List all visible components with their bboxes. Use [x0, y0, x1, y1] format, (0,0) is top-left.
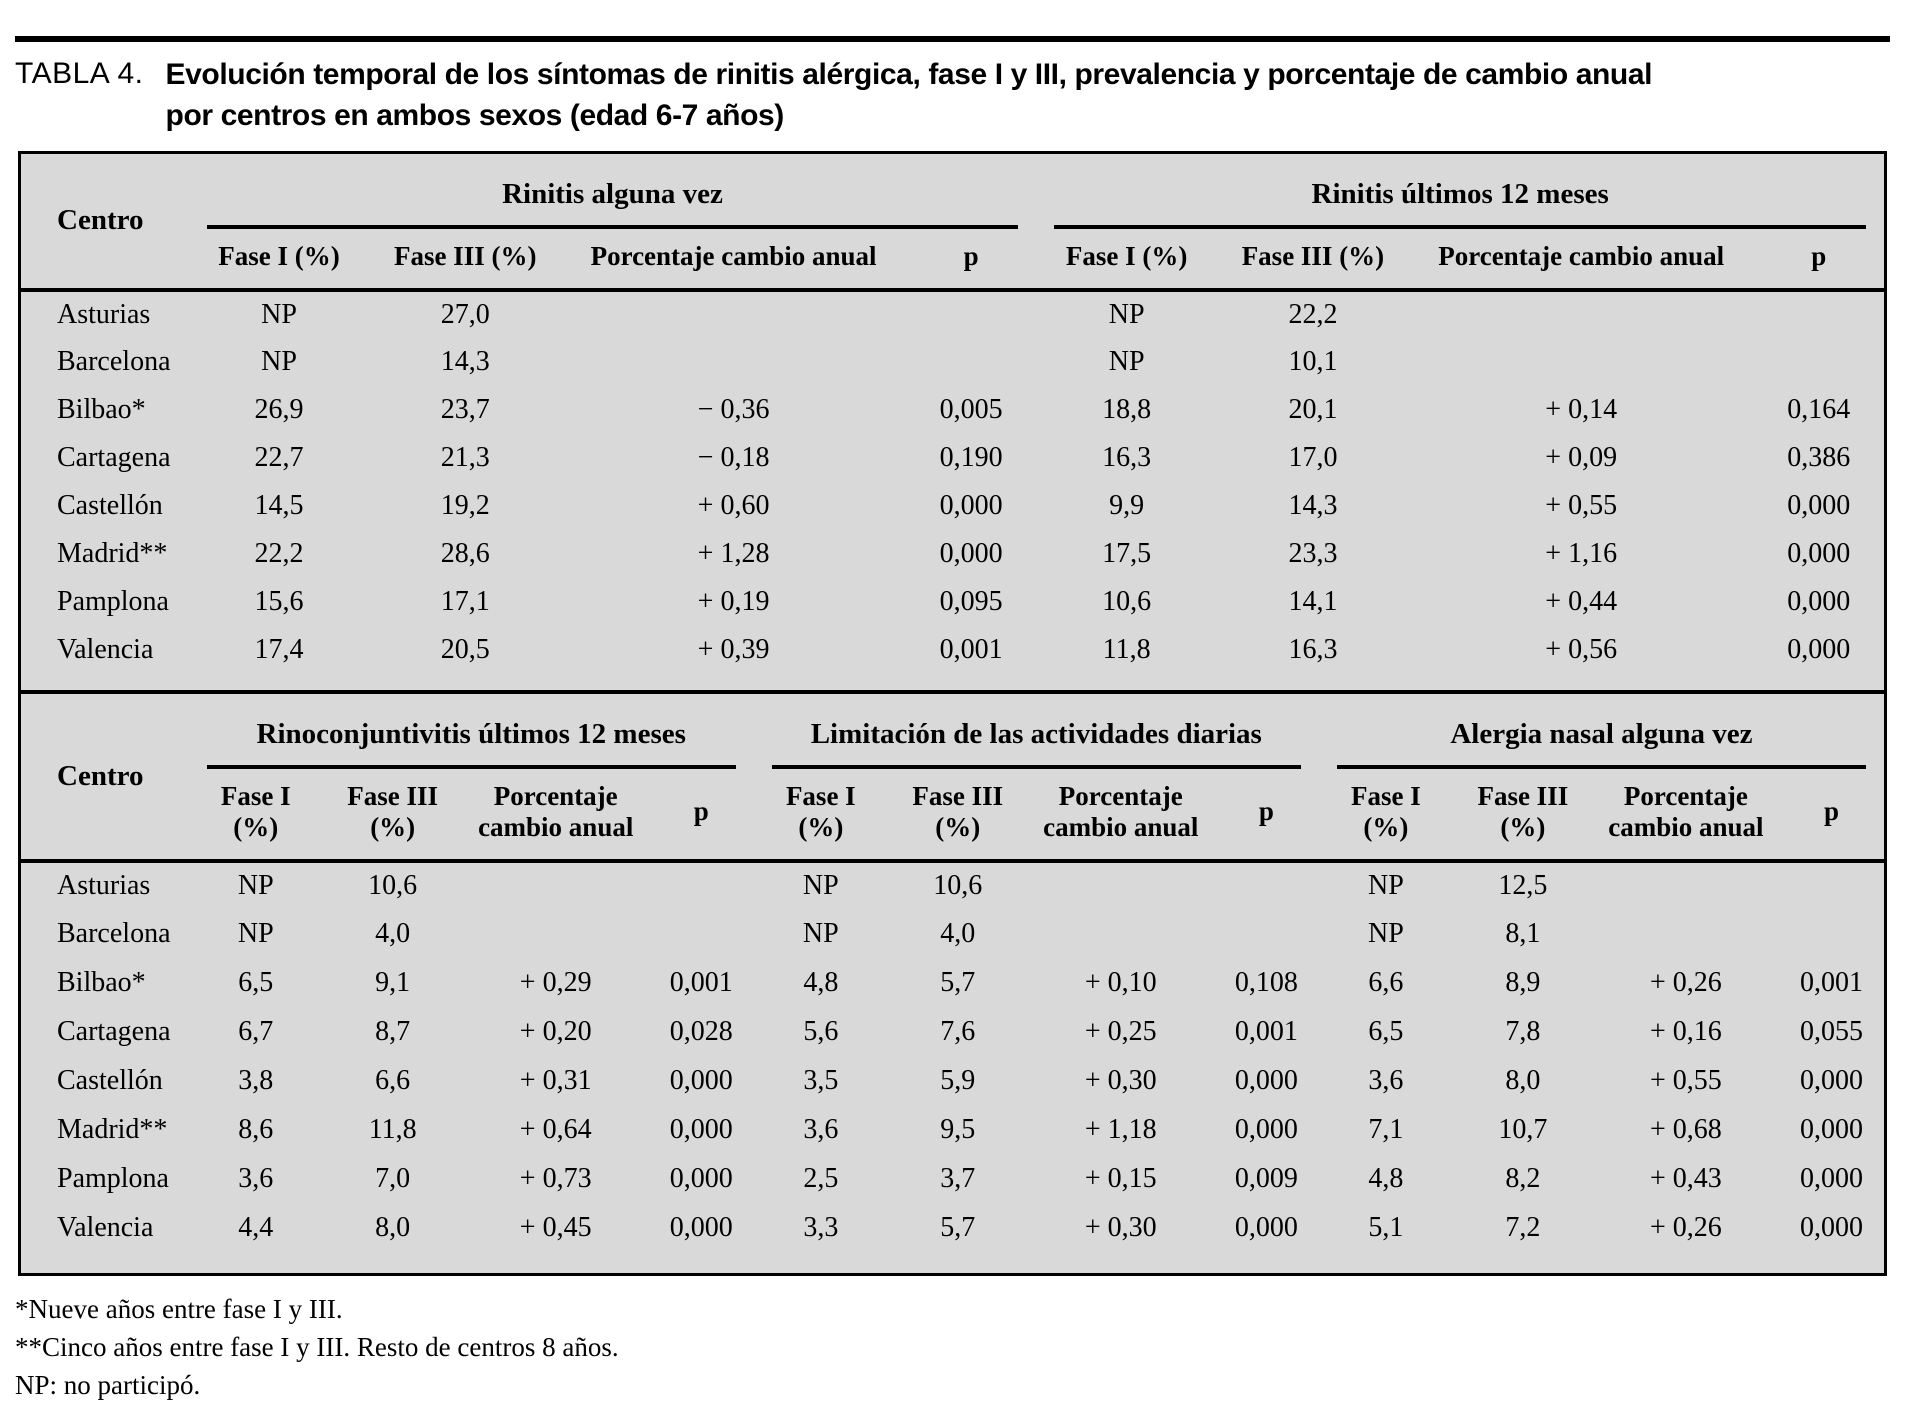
- table-row: [21, 338, 1884, 386]
- value-cell: 5,7: [940, 967, 976, 999]
- footnote-line: **Cinco años entre fase I y III. Resto de centros 8 años.: [15, 1332, 619, 1363]
- value-cell: + 0,09: [1545, 441, 1618, 473]
- value-cell: 16,3: [1102, 441, 1152, 473]
- footnotes: [15, 1290, 1890, 1405]
- value-cell: 6,6: [375, 1065, 411, 1097]
- column-group-rinitis-12-meses: [1036, 154, 1884, 229]
- value-cell: [649, 861, 754, 910]
- value-cell: 0,000: [669, 1065, 733, 1097]
- value-cell: 6,6: [1368, 967, 1404, 999]
- table-title-line1: Evolución temporal de los síntomas de rinitis alérgica, fase I y III, prevalencia y porcentaje de cambio anual: [165, 58, 1653, 91]
- footnote-line: *Nueve años entre fase I y III.: [15, 1293, 343, 1324]
- value-cell: NP: [1368, 870, 1404, 902]
- value-cell: 8,0: [375, 1212, 411, 1244]
- subcolumn-header-p: p: [1258, 796, 1274, 827]
- value-cell: 6,7: [238, 1016, 274, 1048]
- value-cell: 0,000: [669, 1163, 733, 1195]
- value-cell: 27,0: [440, 298, 490, 330]
- value-cell: 28,6: [440, 537, 490, 569]
- centro-cell: Valencia: [57, 1212, 154, 1244]
- value-cell: + 0,26: [1649, 967, 1722, 999]
- value-cell: [649, 910, 754, 959]
- table-row: [21, 482, 1884, 530]
- value-cell: 3,6: [1368, 1065, 1404, 1097]
- subcolumn-header: Porcentaje cambio anual: [478, 780, 634, 842]
- value-cell: 6,5: [238, 967, 274, 999]
- value-cell: − 0,36: [697, 393, 770, 425]
- table-row: [21, 386, 1884, 434]
- subcolumn-header: Fase III (%): [912, 780, 1004, 842]
- value-cell: 2,5: [803, 1163, 839, 1195]
- value-cell: 12,5: [1498, 870, 1548, 902]
- value-cell: 20,5: [440, 633, 490, 665]
- table-row: [21, 290, 1884, 338]
- subcolumn-header: Fase I (%): [1351, 780, 1421, 842]
- column-group-alergia-nasal: [1319, 694, 1884, 769]
- table-row: [21, 910, 1884, 959]
- table-row: [21, 1057, 1884, 1106]
- subcolumn-header: Porcentaje cambio anual: [1608, 780, 1764, 842]
- value-cell: + 0,55: [1649, 1065, 1722, 1097]
- value-cell: + 0,43: [1649, 1163, 1722, 1195]
- centro-cell: Bilbao*: [57, 393, 146, 425]
- column-group-rinoconjuntivitis: [189, 694, 754, 769]
- value-cell: + 0,73: [519, 1163, 592, 1195]
- table-row: [21, 1204, 1884, 1253]
- value-cell: NP: [1108, 298, 1145, 330]
- results-table-block: [18, 151, 1887, 1276]
- value-cell: 0,000: [1787, 537, 1851, 569]
- value-cell: NP: [802, 918, 839, 950]
- value-cell: + 0,19: [697, 585, 770, 617]
- centro-cell: Pamplona: [57, 585, 169, 617]
- value-cell: 20,1: [1288, 393, 1338, 425]
- subcolumn-header: Fase I (%): [785, 780, 856, 842]
- value-cell: 22,2: [1288, 298, 1338, 330]
- value-cell: 3,8: [238, 1065, 274, 1097]
- rinitis-table: [21, 154, 1884, 674]
- value-cell: 8,9: [1505, 967, 1541, 999]
- subcolumn-header-p: p: [1811, 240, 1827, 271]
- value-cell: + 0,64: [519, 1114, 592, 1146]
- table-row: [21, 861, 1884, 910]
- table-row: [21, 1008, 1884, 1057]
- value-cell: 3,5: [803, 1065, 839, 1097]
- value-cell: 0,000: [1234, 1212, 1298, 1244]
- footnote-line: NP: no participó.: [15, 1370, 201, 1401]
- value-cell: [906, 338, 1036, 386]
- value-cell: 10,1: [1288, 345, 1338, 377]
- subcolumn-header: Fase I (%): [218, 240, 340, 271]
- value-cell: 5,7: [940, 1212, 976, 1244]
- centro-column-header: Centro: [57, 204, 144, 237]
- value-cell: NP: [237, 918, 274, 950]
- value-cell: [906, 290, 1036, 338]
- column-group-rinitis-alguna-vez: [189, 154, 1037, 229]
- value-cell: 7,6: [940, 1016, 976, 1048]
- value-cell: [1593, 910, 1779, 959]
- value-cell: 4,0: [375, 918, 411, 950]
- value-cell: NP: [237, 870, 274, 902]
- value-cell: [1593, 861, 1779, 910]
- value-cell: + 0,14: [1545, 393, 1618, 425]
- value-cell: 8,6: [238, 1114, 274, 1146]
- value-cell: [1754, 290, 1884, 338]
- table-row: [21, 1155, 1884, 1204]
- value-cell: 17,4: [254, 633, 304, 665]
- table-title: [166, 54, 1653, 137]
- value-cell: + 0,10: [1084, 967, 1157, 999]
- value-cell: 23,7: [440, 393, 490, 425]
- value-cell: 7,1: [1368, 1114, 1404, 1146]
- centro-cell: Barcelona: [57, 345, 171, 377]
- value-cell: [463, 910, 649, 959]
- value-cell: 5,6: [803, 1016, 839, 1048]
- subcolumn-header: Porcentaje cambio anual: [1438, 240, 1725, 271]
- value-cell: 0,164: [1787, 393, 1851, 425]
- table-row: [21, 578, 1884, 626]
- rinitis-section: [21, 154, 1884, 690]
- value-cell: 16,3: [1288, 633, 1338, 665]
- value-cell: + 0,56: [1545, 633, 1618, 665]
- value-cell: 3,7: [940, 1163, 976, 1195]
- value-cell: + 0,44: [1545, 585, 1618, 617]
- value-cell: 0,000: [1234, 1114, 1298, 1146]
- table-label: TABLA 4.: [15, 57, 144, 90]
- value-cell: 19,2: [440, 489, 490, 521]
- centro-cell: Pamplona: [57, 1163, 169, 1195]
- table-row: [21, 626, 1884, 674]
- value-cell: 0,000: [1787, 585, 1851, 617]
- column-group-label: Alergia nasal alguna vez: [1337, 718, 1866, 769]
- value-cell: 0,000: [1787, 633, 1851, 665]
- value-cell: [1214, 910, 1319, 959]
- subcolumn-header: Fase I (%): [220, 780, 291, 842]
- value-cell: [1409, 338, 1754, 386]
- value-cell: 10,6: [368, 870, 418, 902]
- value-cell: 0,000: [1800, 1114, 1863, 1146]
- table-title-line2: por centros en ambos sexos (edad 6-7 años): [165, 99, 784, 133]
- value-cell: 8,2: [1505, 1163, 1541, 1195]
- table-row: [21, 434, 1884, 482]
- value-cell: + 1,28: [697, 537, 770, 569]
- value-cell: − 0,18: [697, 441, 770, 473]
- subcolumn-header: Porcentaje cambio anual: [590, 240, 877, 271]
- value-cell: + 0,68: [1649, 1114, 1722, 1146]
- value-cell: 6,5: [1368, 1016, 1404, 1048]
- value-cell: 5,9: [940, 1065, 976, 1097]
- value-cell: 22,2: [254, 537, 304, 569]
- value-cell: 17,1: [440, 585, 490, 617]
- value-cell: 0,190: [939, 441, 1003, 473]
- value-cell: 0,055: [1800, 1016, 1863, 1048]
- subcolumn-header-p: p: [693, 796, 709, 827]
- value-cell: 9,9: [1109, 489, 1145, 521]
- value-cell: 3,3: [803, 1212, 839, 1244]
- column-group-label: Rinitis alguna vez: [207, 178, 1019, 229]
- value-cell: 14,1: [1288, 585, 1338, 617]
- centro-cell: Madrid**: [57, 537, 168, 569]
- value-cell: [1028, 861, 1214, 910]
- value-cell: 0,386: [1787, 441, 1851, 473]
- value-cell: 26,9: [254, 393, 304, 425]
- value-cell: 18,8: [1102, 393, 1152, 425]
- centro-cell: Barcelona: [57, 918, 171, 950]
- centro-cell: Castellón: [57, 489, 163, 521]
- centro-cell: Bilbao*: [57, 967, 146, 999]
- value-cell: [1409, 290, 1754, 338]
- symptoms-table: [21, 694, 1884, 1253]
- value-cell: + 1,18: [1084, 1114, 1157, 1146]
- value-cell: + 0,39: [697, 633, 770, 665]
- value-cell: + 0,26: [1649, 1212, 1722, 1244]
- value-cell: + 0,30: [1084, 1212, 1157, 1244]
- value-cell: [1779, 861, 1884, 910]
- subcolumn-header: Fase III (%): [1477, 780, 1569, 842]
- value-cell: + 0,16: [1649, 1016, 1722, 1048]
- value-cell: 0,001: [939, 633, 1003, 665]
- value-cell: [463, 861, 649, 910]
- value-cell: [1028, 910, 1214, 959]
- value-cell: + 0,31: [519, 1065, 592, 1097]
- table-row: [21, 530, 1884, 578]
- table-row: [21, 959, 1884, 1008]
- value-cell: 0,000: [669, 1212, 733, 1244]
- value-cell: 14,5: [254, 489, 304, 521]
- value-cell: 8,1: [1505, 918, 1541, 950]
- value-cell: 14,3: [1288, 489, 1338, 521]
- value-cell: + 1,16: [1545, 537, 1618, 569]
- value-cell: 23,3: [1288, 537, 1338, 569]
- value-cell: 0,108: [1234, 967, 1298, 999]
- value-cell: + 0,15: [1084, 1163, 1157, 1195]
- value-cell: 0,028: [669, 1016, 733, 1048]
- centro-cell: Asturias: [57, 870, 151, 902]
- value-cell: 0,001: [1234, 1016, 1298, 1048]
- centro-cell: Cartagena: [57, 1016, 171, 1048]
- value-cell: 7,0: [375, 1163, 411, 1195]
- value-cell: NP: [802, 870, 839, 902]
- value-cell: [1214, 861, 1319, 910]
- value-cell: 10,6: [933, 870, 983, 902]
- value-cell: 11,8: [368, 1114, 417, 1146]
- table-caption: [15, 54, 1890, 137]
- symptoms-section: [21, 690, 1884, 1273]
- value-cell: 10,7: [1498, 1114, 1548, 1146]
- value-cell: [1779, 910, 1884, 959]
- value-cell: 0,001: [1800, 967, 1863, 999]
- value-cell: 4,8: [1368, 1163, 1404, 1195]
- value-cell: 21,3: [440, 441, 490, 473]
- value-cell: NP: [1368, 918, 1404, 950]
- value-cell: 7,2: [1505, 1212, 1541, 1244]
- value-cell: 14,3: [440, 345, 490, 377]
- value-cell: 4,0: [940, 918, 976, 950]
- subcolumn-header: Fase III (%): [1241, 240, 1385, 271]
- value-cell: 17,5: [1102, 537, 1152, 569]
- top-rule: [15, 36, 1890, 42]
- value-cell: NP: [1108, 345, 1145, 377]
- subcolumn-header-p: p: [963, 240, 979, 271]
- value-cell: 8,0: [1505, 1065, 1541, 1097]
- subcolumn-header: Fase III (%): [347, 780, 439, 842]
- value-cell: 17,0: [1288, 441, 1338, 473]
- value-cell: + 0,45: [519, 1212, 592, 1244]
- value-cell: + 0,55: [1545, 489, 1618, 521]
- value-cell: 22,7: [254, 441, 304, 473]
- subcolumn-header: Porcentaje cambio anual: [1043, 780, 1199, 842]
- value-cell: 5,1: [1368, 1212, 1404, 1244]
- value-cell: 0,000: [1234, 1065, 1298, 1097]
- value-cell: 4,8: [803, 967, 839, 999]
- value-cell: 8,7: [375, 1016, 411, 1048]
- value-cell: 9,1: [375, 967, 411, 999]
- value-cell: 0,000: [1787, 489, 1851, 521]
- value-cell: 0,009: [1234, 1163, 1298, 1195]
- value-cell: + 0,20: [519, 1016, 592, 1048]
- value-cell: + 0,60: [697, 489, 770, 521]
- column-group-limitacion-actividades: [754, 694, 1319, 769]
- value-cell: 11,8: [1102, 633, 1151, 665]
- subcolumn-header-p: p: [1823, 796, 1840, 827]
- centro-cell: Castellón: [57, 1065, 163, 1097]
- value-cell: 0,000: [1800, 1212, 1863, 1244]
- value-cell: + 0,30: [1084, 1065, 1157, 1097]
- value-cell: 3,6: [803, 1114, 839, 1146]
- centro-cell: Asturias: [57, 298, 151, 330]
- centro-cell: Madrid**: [57, 1114, 168, 1146]
- column-group-label: Limitación de las actividades diarias: [772, 718, 1301, 769]
- value-cell: 4,4: [238, 1212, 274, 1244]
- value-cell: 9,5: [940, 1114, 976, 1146]
- value-cell: 7,8: [1505, 1016, 1541, 1048]
- value-cell: 0,005: [939, 393, 1003, 425]
- value-cell: 0,001: [669, 967, 733, 999]
- value-cell: [561, 290, 906, 338]
- subcolumn-header: Fase III (%): [394, 240, 537, 271]
- centro-cell: Valencia: [57, 633, 154, 665]
- value-cell: 15,6: [254, 585, 304, 617]
- value-cell: 0,000: [939, 489, 1003, 521]
- column-group-label: Rinoconjuntivitis últimos 12 meses: [207, 718, 736, 769]
- table-row: [21, 1106, 1884, 1155]
- value-cell: 0,000: [1800, 1163, 1863, 1195]
- centro-cell: Cartagena: [57, 441, 171, 473]
- value-cell: NP: [261, 345, 297, 377]
- value-cell: + 0,25: [1084, 1016, 1157, 1048]
- value-cell: 0,095: [939, 585, 1003, 617]
- column-group-label: Rinitis últimos 12 meses: [1054, 178, 1866, 229]
- value-cell: [561, 338, 906, 386]
- value-cell: NP: [261, 298, 297, 330]
- value-cell: 0,000: [939, 537, 1003, 569]
- value-cell: 0,000: [669, 1114, 733, 1146]
- value-cell: 10,6: [1102, 585, 1152, 617]
- value-cell: 3,6: [238, 1163, 274, 1195]
- value-cell: + 0,29: [519, 967, 592, 999]
- subcolumn-header: Fase I (%): [1065, 240, 1188, 271]
- centro-column-header: Centro: [57, 759, 144, 792]
- value-cell: [1754, 338, 1884, 386]
- value-cell: 0,000: [1800, 1065, 1863, 1097]
